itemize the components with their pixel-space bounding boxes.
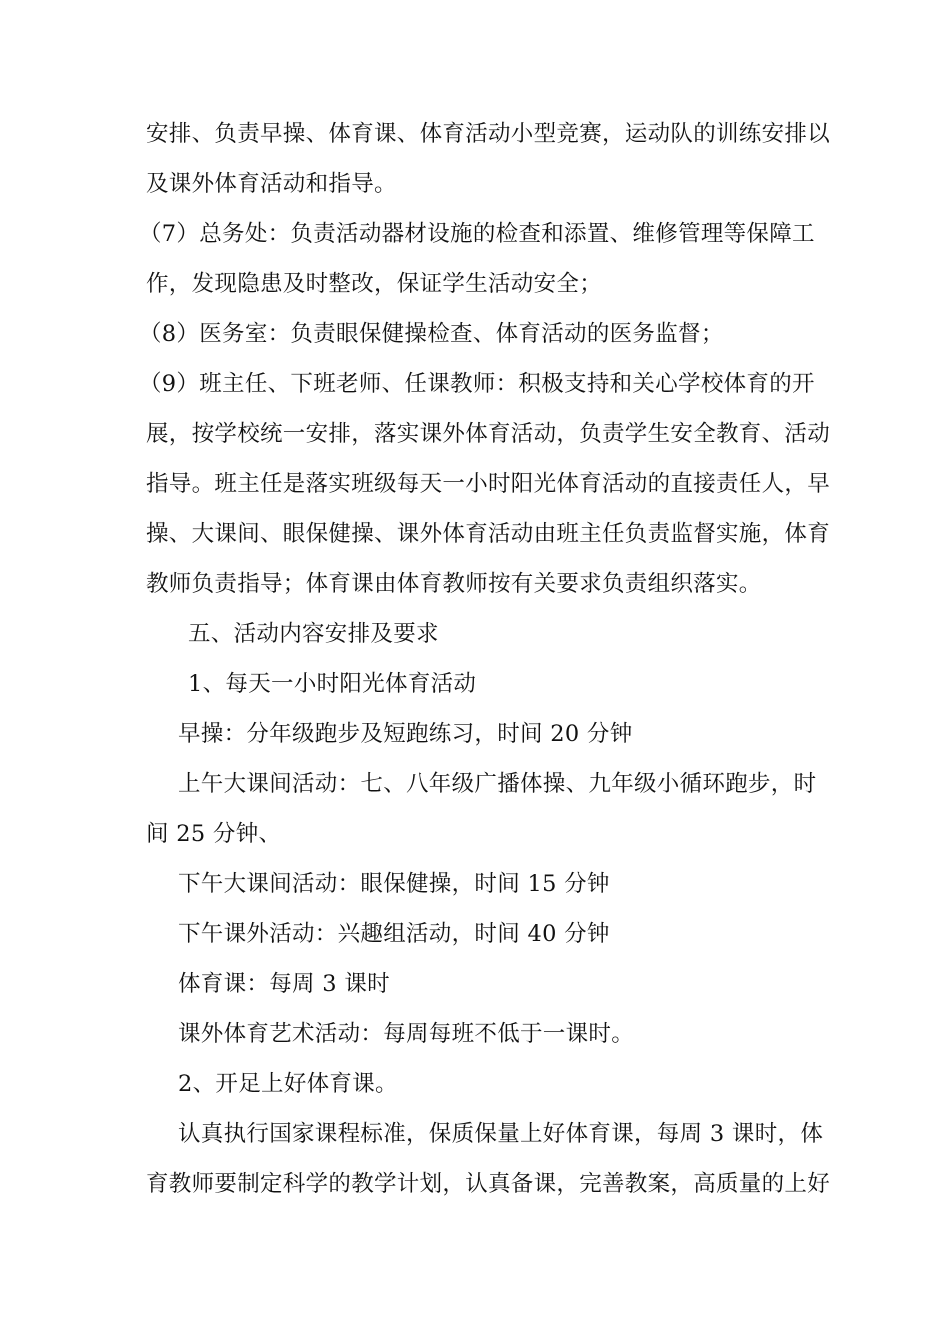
text-line: （7）总务处：负责活动器材设施的检查和添置、维修管理等保障工 — [139, 221, 815, 247]
text-line: 间 25 分钟、 — [146, 821, 282, 847]
subsection-heading: 2、开足上好体育课。 — [178, 1071, 398, 1097]
text-line: 教师负责指导；体育课由体育教师按有关要求负责组织落实。 — [146, 571, 762, 597]
text-line: 下午大课间活动：眼保健操，时间 15 分钟 — [178, 871, 610, 897]
text-line: 安排、负责早操、体育课、体育活动小型竞赛，运动队的训练安排以 — [146, 121, 831, 147]
text-line: 体育课：每周 3 课时 — [178, 971, 390, 997]
text-line: 作，发现隐患及时整改，保证学生活动安全； — [146, 271, 603, 297]
text-line: 下午课外活动：兴趣组活动，时间 40 分钟 — [178, 921, 610, 947]
text-line: 指导。班主任是落实班级每天一小时阳光体育活动的直接责任人，早 — [146, 471, 831, 497]
text-line: （8）医务室：负责眼保健操检查、体育活动的医务监督； — [139, 321, 724, 347]
text-line: 操、大课间、眼保健操、课外体育活动由班主任负责监督实施，体育 — [146, 521, 831, 547]
section-heading: 五、活动内容安排及要求 — [188, 621, 439, 647]
text-line: 早操：分年级跑步及短跑练习，时间 20 分钟 — [178, 721, 633, 747]
text-line: 及课外体育活动和指导。 — [146, 171, 397, 197]
text-line: 认真执行国家课程标准，保质保量上好体育课，每周 3 课时，体 — [178, 1121, 824, 1147]
subsection-heading: 1、每天一小时阳光体育活动 — [188, 671, 477, 697]
text-line: 课外体育艺术活动：每周每班不低于一课时。 — [178, 1021, 635, 1047]
text-line: 展，按学校统一安排，落实课外体育活动，负责学生安全教育、活动 — [146, 421, 831, 447]
text-line: 育教师要制定科学的教学计划，认真备课，完善教案，高质量的上好 — [146, 1171, 831, 1197]
text-line: （9）班主任、下班老师、任课教师：积极支持和关心学校体育的开 — [139, 371, 815, 397]
text-line: 上午大课间活动：七、八年级广播体操、九年级小循环跑步，时 — [178, 771, 817, 797]
